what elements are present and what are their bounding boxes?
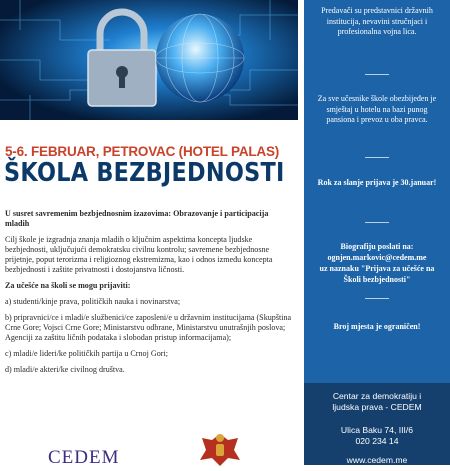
accommodation-info: Za sve učesnike škole obezbijeđen je smještaj u hotelu na bazi punog pansiona i prevoz u oba pravca. <box>317 94 437 124</box>
contact-box <box>304 383 450 465</box>
limited-seats-notice: Broj mjesta je ograničen! <box>333 322 421 331</box>
globe-icon <box>156 14 244 102</box>
cedem-logo-text: CEDEM <box>48 447 120 468</box>
event-date-location: 5-6. FEBRUAR, PETROVAC (HOTEL PALAS) <box>5 144 280 159</box>
lecturers-info: Predavači su predstavnici državnih institucija, nevavini stručnjaci i profesionalna vojna lica. <box>321 6 433 36</box>
eligibility-item: c) mladi/e lideri/ke političkih partija u Crnoj Gori; <box>5 349 168 358</box>
page-title: ŠKOLA BEZBJEDNOSTI <box>4 158 285 188</box>
divider <box>365 222 389 223</box>
phone: 020 234 14 <box>355 436 399 446</box>
eligibility-heading: Za učešće na školi se mogu prijaviti: <box>5 281 131 290</box>
apply-label: Biografiju poslati na: <box>340 242 414 251</box>
org-name-line2: ljudska prava - CEDEM <box>332 402 422 412</box>
subject-note: uz naznaku "Prijava za učešće na Školi bezbjednosti" <box>319 264 435 284</box>
org-name-line1: Centar za demokratiju i <box>332 391 422 401</box>
eligibility-item: a) studenti/kinje prava, političkih nauka i novinarstva; <box>5 297 181 306</box>
divider <box>365 157 389 158</box>
divider <box>365 298 389 299</box>
info-sidebar <box>304 0 450 465</box>
eligibility-item: b) pripravnici/ce i mladi/e službenici/ce zaposleni/e u državnim institucijama (Skupština Crne Gore; Vojsci Crne Gore; Ministarstvu odbrane, Ministarstvu unutrašnjih poslova; Agenciji za zaštitu ličnih podataka i slobodan pristup informacijama); <box>5 313 292 342</box>
intro-paragraph: Cilj škole je izgradnja znanja mladih o ključnim aspektima koncepta ljudske bezbjednosti, uključujući demokratsku civilnu kontrolu; savremene bezbjednosne prijetnje, poput terorizma i religioznog ekstremizma, kao i odnos između koncepta bezbjednosti i zaštite privatnosti i dostojanstva ličnosti. <box>5 235 273 274</box>
eligibility-item: d) mladi/e akteri/ke civilnog društva. <box>5 365 125 374</box>
address: Ulica Baku 74, III/6 <box>340 425 414 435</box>
application-email[interactable]: ognjen.markovic@cedem.me <box>327 253 427 262</box>
cedem-logo <box>48 447 120 469</box>
padlock-globe-illustration <box>0 0 298 120</box>
intro-subtitle: U susret savremenim bezbjednosnim izazovima: Obrazovanje i participacija mladih <box>5 209 269 228</box>
info-panel <box>304 0 450 383</box>
website-link[interactable]: www.cedem.me <box>346 455 408 465</box>
deadline-info: Rok za slanje prijava je 30.januar! <box>317 178 437 187</box>
hero-image <box>0 0 298 120</box>
divider <box>365 74 389 75</box>
body-text <box>5 209 293 381</box>
